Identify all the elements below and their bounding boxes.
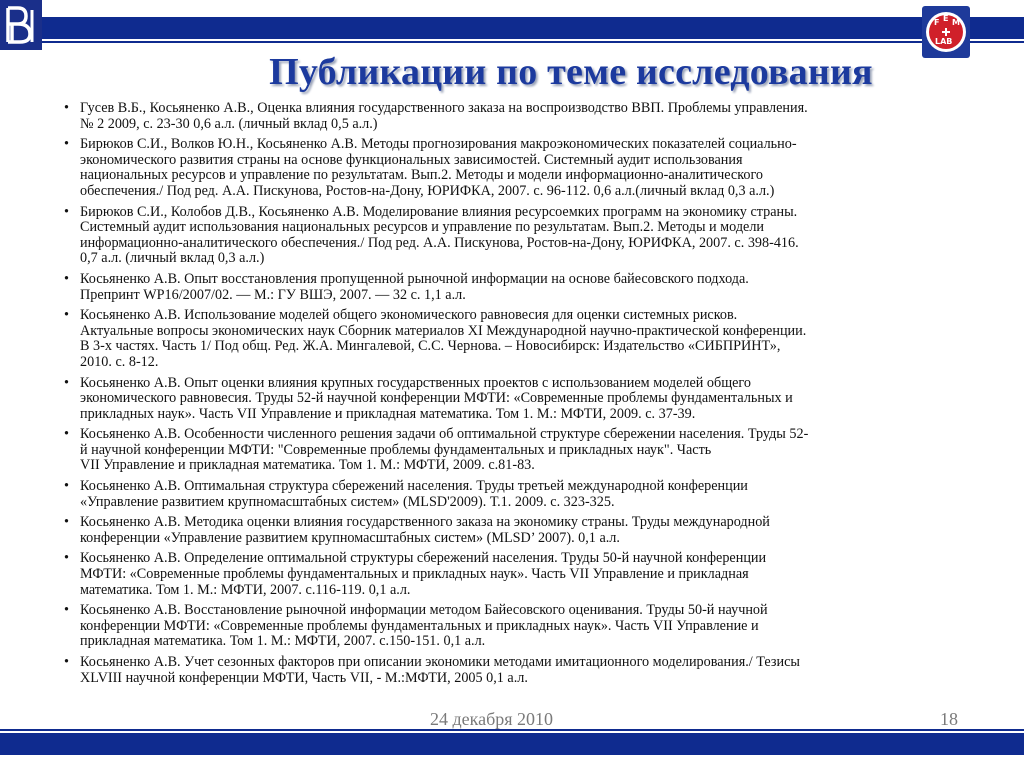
publication-line: обеспечения./ Под ред. А.А. Пискунова, Ростов-на-Дону, ЮРИФКА, 2007. с. 96-112. 0,6 а.л.(личный вклад 0,3 а.л.) xyxy=(80,184,964,200)
publication-line: конференции «Управление развитием крупномасштабных систем» (MLSD’ 2007). 0,1 а.л. xyxy=(80,531,964,547)
publication-line: прикладных наук». Часть VII Управление и прикладная математика. Том 1. М.: МФТИ, 2009. с. 37-39. xyxy=(80,407,964,423)
publication-line: В 3-х частях. Часть 1/ Под общ. Ред. Ж.А. Мингалевой, С.С. Чернова. – Новосибирск: Издательство «СИБПРИНТ», xyxy=(80,339,964,355)
publication-line: • Бирюков С.И., Колобов Д.В., Косьяненко А.В. Моделирование влияния ресурсоемких программ на экономику страны. xyxy=(80,205,964,221)
bottom-bar xyxy=(0,733,1024,755)
publication-item xyxy=(64,101,964,132)
publication-line: • Косьяненко А.В. Опыт оценки влияния крупных государственных проектов с использованием моделей общего xyxy=(80,376,964,392)
publication-line: информационно-аналитического обеспечения./ Под ред. А.А. Пискунова, Ростов-на-Дону, ЮРИФКА, 2007. с. 398-416. xyxy=(80,236,964,252)
publication-item xyxy=(64,272,964,303)
publication-item xyxy=(64,603,964,650)
publication-line: • Косьяненко А.В. Оптимальная структура сбережений населения. Труды третьей международной конференции xyxy=(80,479,964,495)
publication-line: МФТИ: «Современные проблемы фундаментальных и прикладных наук». Часть VII Управление и прикладная xyxy=(80,567,964,583)
publication-line: • Косьяненко А.В. Учет сезонных факторов при описании экономики методами имитационного моделирования./ Тезисы xyxy=(80,655,964,671)
publication-item xyxy=(64,655,964,686)
publication-line: • Косьяненко А.В. Восстановление рыночной информации методом Байесовского оценивания. Труды 50-й научной xyxy=(80,603,964,619)
publication-line: VII Управление и прикладная математика. Том 1. М.: МФТИ, 2009. с.81-83. xyxy=(80,458,964,474)
publication-line: • Гусев В.Б., Косьяненко А.В., Оценка влияния государственного заказа на воспроизводство ВВП. Проблемы управления. xyxy=(80,101,964,117)
publication-line: № 2 2009, с. 23-30 0,6 а.л. (личный вклад 0,5 а.л.) xyxy=(80,117,964,133)
publication-line: национальных ресурсов и управление по результатам. Вып.2. Методы и модели информационно-аналитического xyxy=(80,168,964,184)
publication-item xyxy=(64,551,964,598)
publication-line: Системный аудит использования национальных ресурсов и управление по результатам. Вып.2. Методы и модели xyxy=(80,220,964,236)
footer-date: 24 декабря 2010 xyxy=(430,709,554,729)
publication-item xyxy=(64,515,964,546)
publication-item xyxy=(64,205,964,267)
logo-letter-f: F xyxy=(934,18,940,27)
publication-line: • Косьяненко А.В. Опыт восстановления пропущенной рыночной информации на основе байесовского подхода. xyxy=(80,272,964,288)
publication-list xyxy=(64,101,964,691)
publication-line: й научной конференции МФТИ: "Современные проблемы фундаментальных и прикладных наук". Часть xyxy=(80,443,964,459)
top-bar-line xyxy=(0,41,1024,43)
publication-line: «Управление развитием крупномасштабных систем» (MLSD'2009). Т.1. 2009. с. 323-325. xyxy=(80,495,964,511)
publication-line: • Косьяненко А.В. Использование моделей общего экономического равновесия для оценки системных рисков. xyxy=(80,308,964,324)
publication-item xyxy=(64,427,964,474)
publication-item xyxy=(64,308,964,370)
logo-letter-e: E xyxy=(943,14,949,23)
publication-line: экономического равновесия. Труды 52-й научной конференции МФТИ: «Современные проблемы фундаментальных и xyxy=(80,391,964,407)
hse-logo-icon xyxy=(0,0,42,50)
top-bar xyxy=(0,17,1024,39)
publication-item xyxy=(64,376,964,423)
publication-item xyxy=(64,479,964,510)
logo-letters-lab: LAB xyxy=(935,37,953,46)
publication-item xyxy=(64,137,964,199)
publication-line: • Косьяненко А.В. Методика оценки влияния государственного заказа на экономику страны. Труды международной xyxy=(80,515,964,531)
page-title: Публикации по теме исследования xyxy=(269,51,873,93)
footer-page-number: 18 xyxy=(940,709,958,729)
publication-line: • Бирюков С.И., Волков Ю.Н., Косьяненко А.В. Методы прогнозирования макроэкономических показателей социально- xyxy=(80,137,964,153)
publication-line: экономического развития страны на основе функциональных зависимостей. Системный аудит использования xyxy=(80,153,964,169)
publication-line: Актуальные вопросы экономических наук Сборник материалов XI Международной научно-практической конференции. xyxy=(80,324,964,340)
publication-line: 0,7 а.л. (личный вклад 0,3 а.л.) xyxy=(80,251,964,267)
publication-line: • Косьяненко А.В. Определение оптимальной структуры сбережений населения. Труды 50-й научной конференции xyxy=(80,551,964,567)
publication-line: Препринт WP16/2007/02. — М.: ГУ ВШЭ, 2007. — 32 с. 1,1 а.л. xyxy=(80,288,964,304)
publication-line: • Косьяненко А.В. Особенности численного решения задачи об оптимальной структуре сбережении населения. Труды 52- xyxy=(80,427,964,443)
publication-line: 2010. с. 8-12. xyxy=(80,355,964,371)
publication-line: математика. Том 1. М.: МФТИ, 2007. с.116-119. 0,1 а.л. xyxy=(80,583,964,599)
logo-letter-m: M xyxy=(952,18,960,27)
publication-line: конференции МФТИ: «Современные проблемы фундаментальных и прикладных наук». Часть VII Управление и xyxy=(80,619,964,635)
publication-line: прикладная математика. Том 1. М.: МФТИ, 2007. с.150-151. 0,1 а.л. xyxy=(80,634,964,650)
publication-line: XLVIII научной конференции МФТИ, Часть VII, - М.:МФТИ, 2005 0,1 а.л. xyxy=(80,671,964,687)
